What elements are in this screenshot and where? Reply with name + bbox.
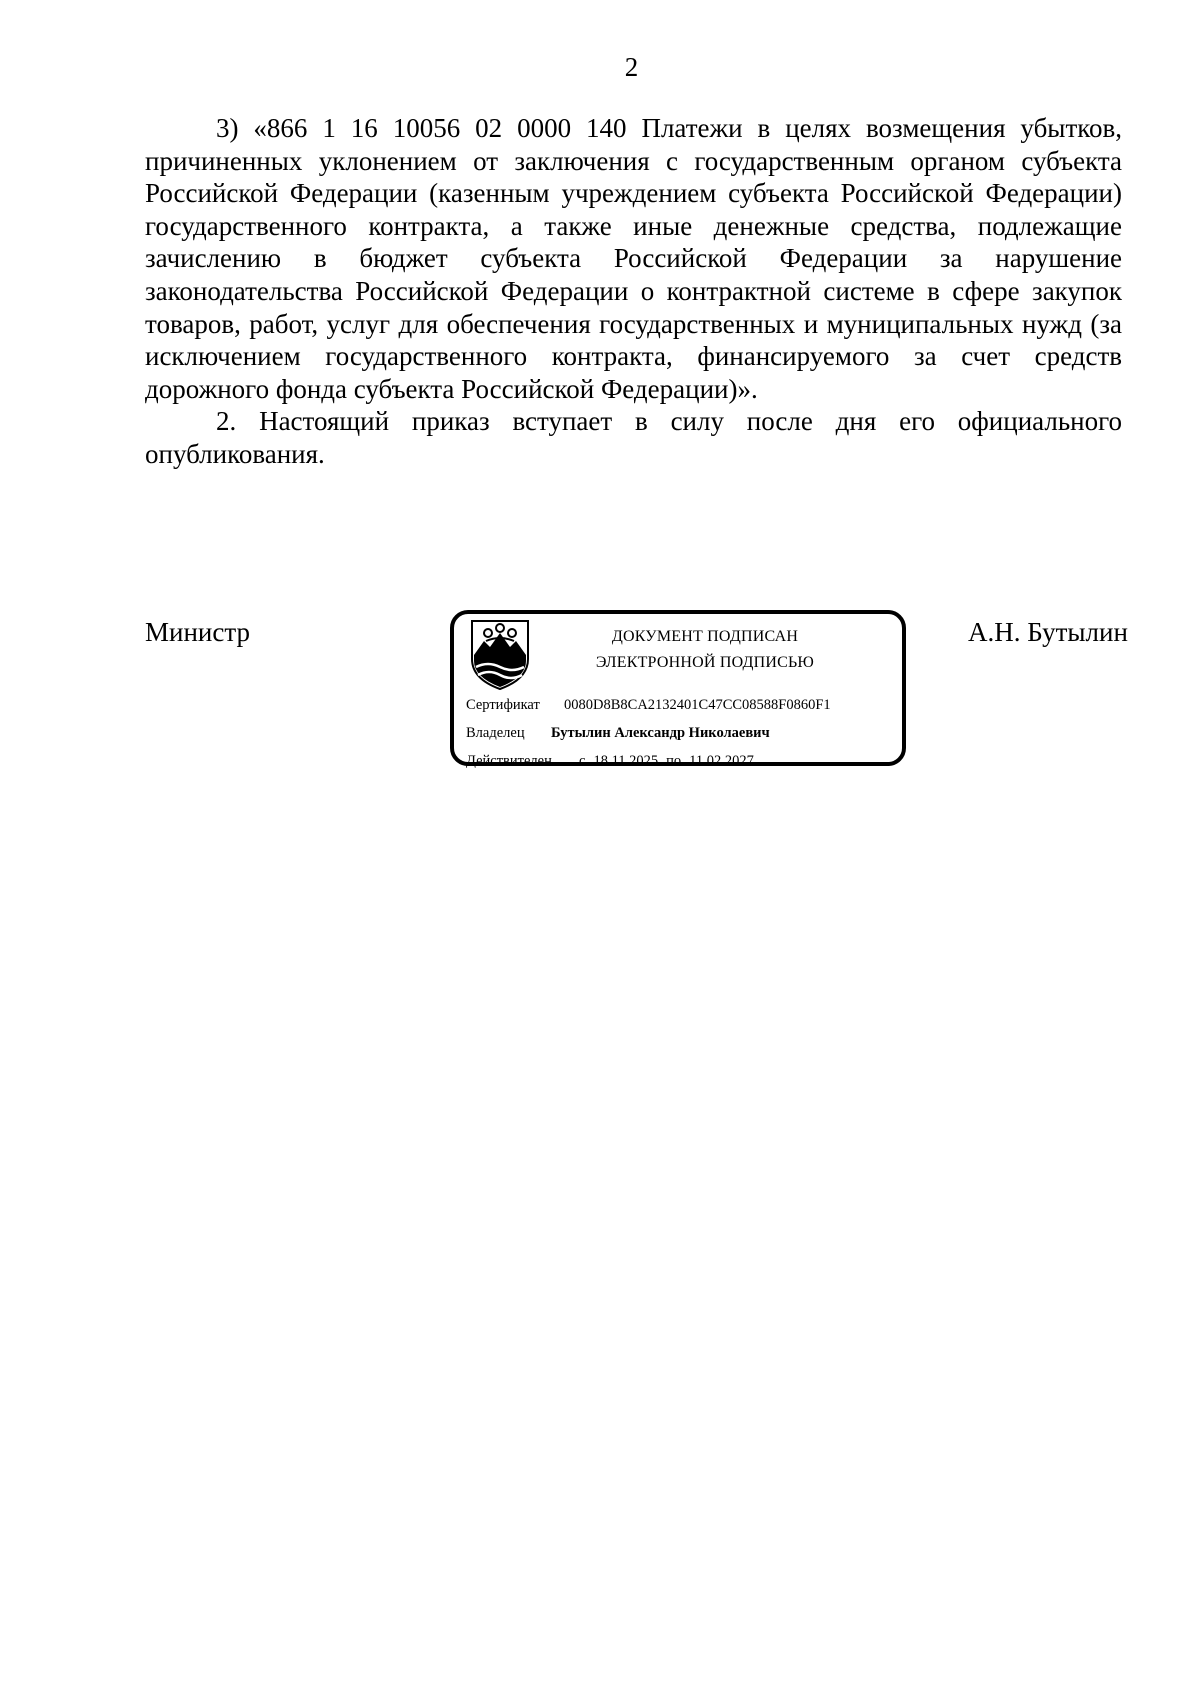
owner-value: Бутылин Александр Николаевич [551, 725, 770, 741]
regional-coat-of-arms-icon [468, 619, 532, 691]
stamp-validity-row [466, 752, 754, 770]
valid-to-date: 11.02.2027 [689, 753, 754, 769]
paragraph-order-effect: 2. Настоящий приказ вступает в силу после дня его официального опубликования. [145, 406, 1122, 469]
certificate-value: 0080D8B8CA2132401C47CC08588F0860F1 [564, 697, 831, 713]
page-number: 2 [624, 52, 639, 82]
signature-block [0, 600, 1200, 770]
stamp-owner-row [466, 724, 770, 742]
valid-from-prefix: с [579, 753, 586, 769]
stamp-heading-line-1: ДОКУМЕНТ ПОДПИСАН [611, 628, 799, 645]
valid-to-prefix: по [666, 753, 682, 769]
owner-label: Владелец [466, 725, 525, 741]
paragraph-item-3: 3) «866 1 16 10056 02 0000 140 Платежи в целях возмещения убытков, причиненных уклонением от заключения с государственным органом субъекта Российской Федерации (казенным учреждением субъекта Российской Федерации) государственного контракта, а также иные денежные средства, подлежащие зачислению в бюджет субъекта Российской Федерации за нарушение законодательства Российской Федерации о контрактной системе в сфере закупок товаров, работ, услуг для обеспечения государственных и муниципальных нужд (за исключением государственного контракта, финансируемого за счет средств дорожного фонда субъекта Российской Федерации)». [145, 113, 1122, 404]
signer-position: Министр [145, 617, 250, 647]
signer-name: А.Н. Бутылин [968, 617, 1128, 647]
validity-label: Действителен [466, 753, 552, 769]
stamp-heading [542, 624, 868, 676]
stamp-certificate-row [466, 696, 831, 714]
stamp-heading-line-2: ЭЛЕКТРОННОЙ ПОДПИСЬЮ [595, 654, 815, 671]
electronic-signature-stamp [450, 610, 906, 769]
valid-from-date: 18.11.2025 [593, 753, 659, 769]
certificate-label: Сертификат [466, 697, 540, 713]
document-body [145, 112, 1122, 471]
